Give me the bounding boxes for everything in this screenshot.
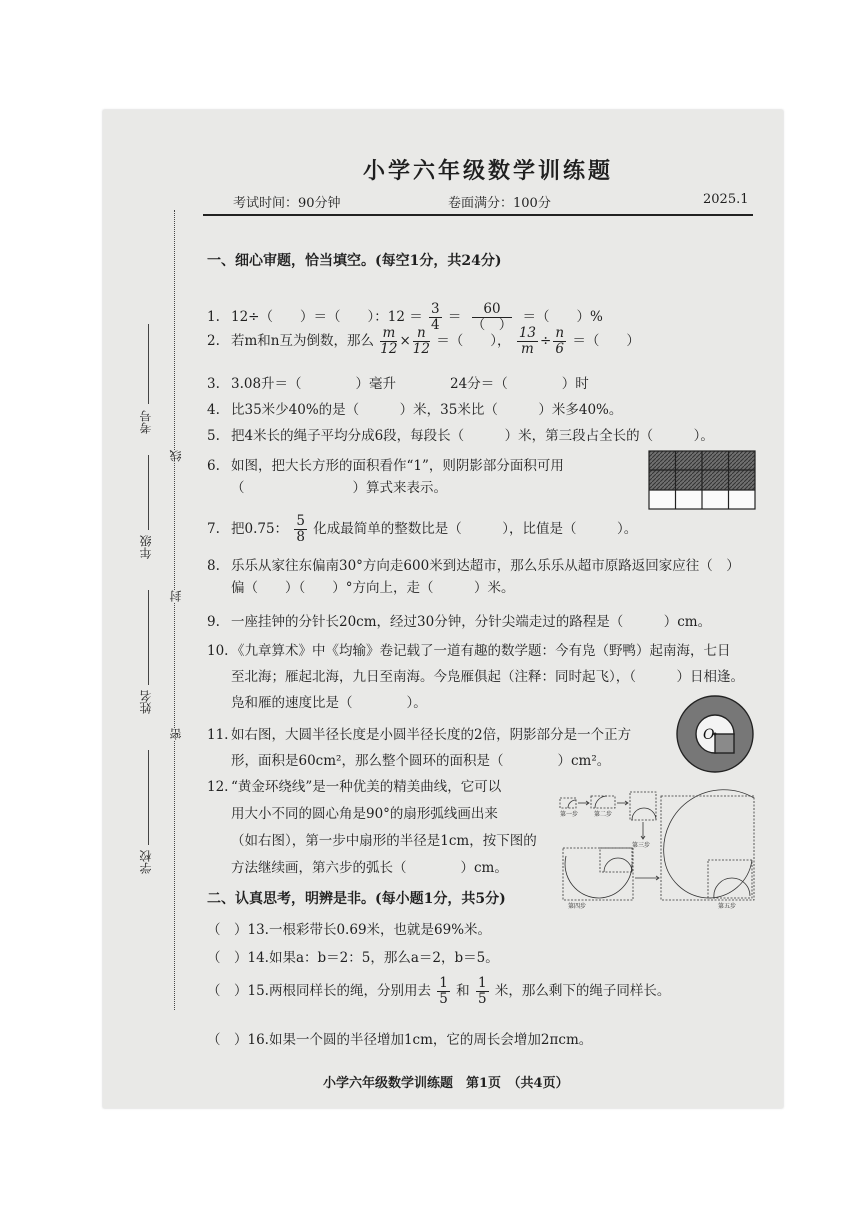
question-8: 8. 乐乐从家往东偏南30°方向走600米到达超市，那么乐乐从超市原路返回家应往（ ） 偏（ ）（ ）°方向上，走（ ）米。 (207, 558, 740, 596)
question-13: （ ）13.一根彩带长0.69米，也就是69%米。 (207, 922, 492, 938)
full-score: 卷面满分：100分 (448, 196, 551, 211)
question-9: 9. 一座挂钟的分针长20cm，经过30分钟，分针尖端走过的路程是（ ）cm。 (207, 614, 712, 630)
question-10: 10. 《九章算术》中《均输》卷记载了一道有趣的数学题：今有凫（野鸭）起南海，七日 至北海；雁起北海，九日至南海。今凫雁俱起（注释：同时起飞），（ ）日相逢。 凫和雁的速度比是（ ）。 (207, 643, 744, 711)
question-6: 6. 如图，把大长方形的面积看作“1”，则阴影部分面积可用 （ ）算式来表示。 (207, 458, 564, 496)
step-4-label: 第四步 (568, 903, 587, 910)
step-2-label: 第二步 (594, 811, 613, 818)
section1-title: 一、细心审题，恰当填空。(每空1分，共24分) (207, 253, 502, 269)
name-blank (148, 590, 149, 685)
golden-spiral-figure (558, 786, 758, 916)
exam-paper (103, 110, 783, 1108)
question-1: 1. 12÷（ ）＝（ ）：12 ＝ $\frac{3}{4}$ ＝ $\frac{60}{( )}$ ＝（ ）% (207, 301, 603, 333)
name-label: 姓名 (139, 690, 153, 714)
question-12: 12. “黄金环绕线”是一种优美的精美曲线，它可以 用大小不同的圆心角是90°的扇形弧线画出来 （如右图），第一步中扇形的半径是1cm，按下图的 方法继续画，第六步的弧长（ ）cm。 (207, 779, 537, 876)
mi-mark: 密 (169, 728, 183, 740)
question-15: （ ）15.两根同样长的绳，分别用去 $\frac{1}{5}$ 和 $\frac{1}{5}$ 米，那么剩下的绳子同样长。 (207, 975, 671, 1007)
step-1-label: 第一步 (560, 811, 579, 818)
question-4: 4. 比35米少40%的是（ ）米，35米比（ ）米多40%。 (207, 402, 623, 418)
question-11: 11. 如右图，大圆半径长度是小圆半径长度的2倍，阴影部分是一个正方 形，面积是60cm²，那么整个圆环的面积是（ ）cm²。 (207, 727, 632, 769)
section2-title: 二、认真思考，明辨是非。(每小题1分，共5分) (207, 891, 506, 907)
page-footer: 小学六年级数学训练题 第1页 （共4页） (323, 1076, 569, 1091)
exam-number-blank (148, 324, 149, 404)
step-5-label: 第五步 (718, 903, 737, 910)
question-16: （ ）16.如果一个圆的半径增加1cm，它的周长会增加2πcm。 (207, 1032, 593, 1048)
question-5: 5. 把4米长的绳子平均分成6段，每段长（ ）米，第三段占全长的（ ）。 (207, 428, 714, 444)
shaded-rectangle-figure (648, 450, 756, 510)
question-2: 2. 若m和n互为倒数，那么 $\frac{m}{12}$ × $\frac{n}{12}$ ＝（ ）， $\frac{13}{m}$ ÷ $\frac{n}{6}$ ＝（ ） (207, 325, 640, 357)
school-blank (148, 750, 149, 845)
page-title: 小学六年级数学训练题 (363, 158, 614, 184)
exam-time: 考试时间：90分钟 (233, 196, 341, 211)
xian-mark: 线 (169, 450, 183, 462)
school-label: 学校 (139, 850, 153, 874)
grade-label: 年级 (139, 535, 153, 559)
question-7: 7. 把0.75： $\frac{5}{8}$ 化成最简单的整数比是（ ），比值是（ ）。 (207, 513, 638, 545)
exam-number-label: 考号 (139, 410, 153, 434)
circle-center-label: O (703, 727, 715, 743)
exam-date: 2025.1 (703, 192, 749, 207)
grade-blank (148, 455, 149, 530)
step-3-label: 第三步 (632, 842, 651, 849)
question-3: 3. 3.08升＝（ ）毫升 24分＝（ ）时 (207, 376, 589, 392)
binding-dotted-line (174, 210, 175, 1010)
feng-mark: 封 (169, 590, 183, 602)
header-rule (203, 214, 753, 216)
ring-figure (675, 694, 755, 774)
question-14: （ ）14.如果a：b＝2：5，那么a＝2，b＝5。 (207, 950, 499, 966)
